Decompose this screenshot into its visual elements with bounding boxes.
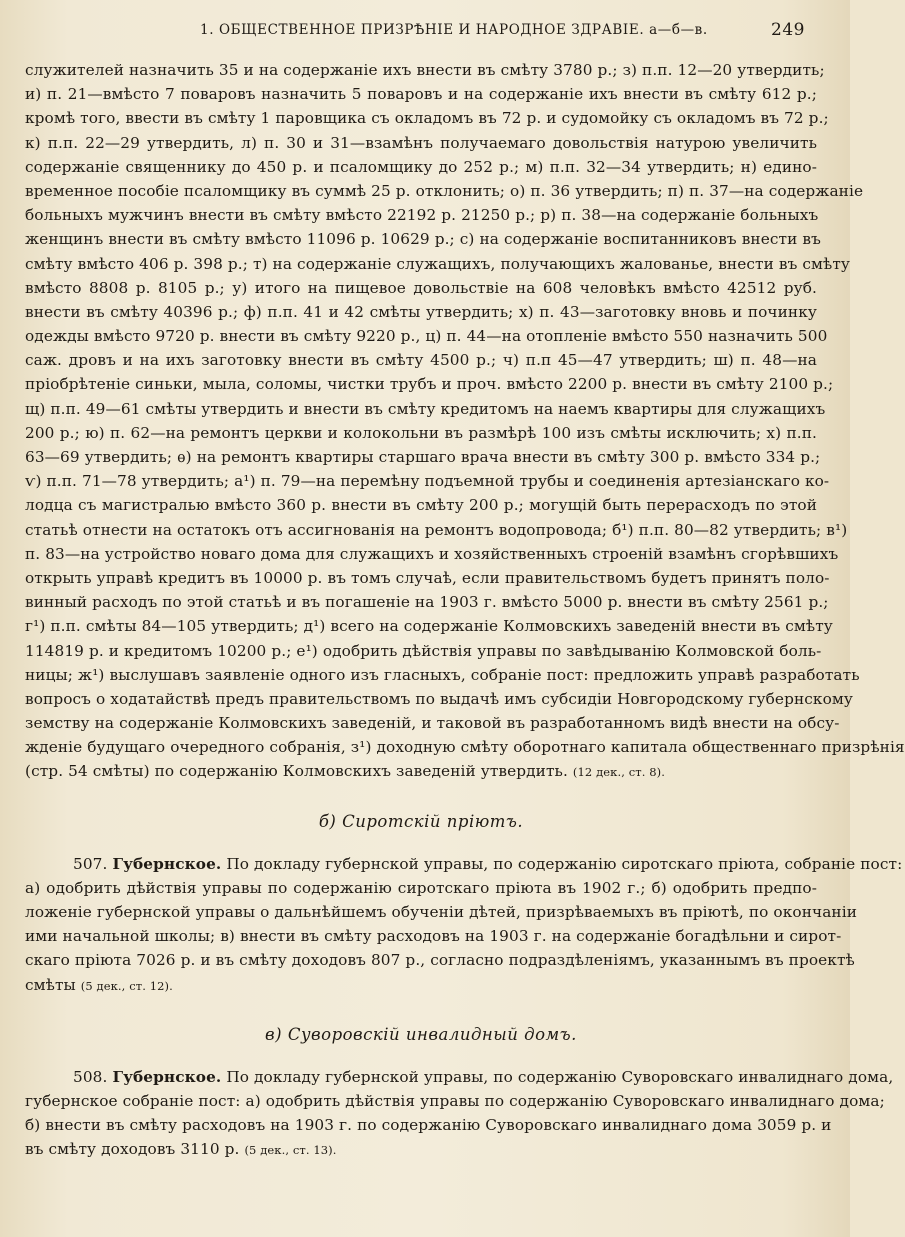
text-line: кромѣ того, ввести въ смѣту 1 паровщика съ окладомъ въ 72 р. и судомойку съ окладомъ въ 72 р.; xyxy=(25,109,829,128)
section-b-lines xyxy=(25,876,858,973)
text-line: а) одобрить дѣйствія управы по содержанію сиротскаго пріюта въ 1902 г.; б) одобрить предпо- xyxy=(25,878,817,897)
text-line: женщинъ внести въ смѣту вмѣсто 11096 р. 10629 р.; с) на содержаніе воспитанниковъ внести въ xyxy=(25,230,821,249)
text-line: земству на содержаніе Колмовскихъ заведеній, и таковой въ разработанномъ видѣ внести на обсу- xyxy=(25,714,840,733)
item-source: Губернское. xyxy=(112,854,222,873)
item-source: Губернское. xyxy=(112,1067,222,1086)
text-line xyxy=(25,759,817,783)
section-heading-invalid-home: в) Суворовскій инвалидный домъ. xyxy=(265,1024,577,1044)
text-line: 63—69 утвердить; ѳ) на ремонтъ квартиры старшаго врача внести въ смѣту 300 р. вмѣсто 334 р.; xyxy=(25,448,821,466)
line-text: По докладу губернской управы, по содержанію сиротскаго пріюта, собраніе пост: xyxy=(226,854,903,873)
text-line: 200 р.; ю) п. 62—на ремонтъ церкви и колокольни въ размѣрѣ 100 изъ смѣты исключить; х) п.п. xyxy=(25,423,817,442)
text-line: б) внести въ смѣту расходовъ на 1903 г. по содержанію Суворовскаго инвалиднаго дома 3059 р. и xyxy=(25,1116,832,1135)
text-line xyxy=(25,852,903,876)
line-text: (стр. 54 смѣты) по содержанію Колмовскихъ заведеній утвердить. xyxy=(25,762,568,781)
text-line: содержаніе священнику до 450 р. и псаломщику до 252 р.; м) п.п. 32—34 утвердить; н) едино- xyxy=(25,157,817,176)
text-line: вопросъ о ходатайствѣ предъ правительствомъ по выдачѣ имъ субсидіи Новгородскому губернскому xyxy=(25,689,854,708)
text-line: губернское собраніе пост: а) одобрить дѣйствія управы по содержанію Суворовскаго инвалиднаго дома; xyxy=(25,1091,885,1110)
text-line: п. 83—на устройство новаго дома для служащихъ и хозяйственныхъ строеній взамѣнъ сгорѣвшихъ xyxy=(25,544,839,563)
page-number: 249 xyxy=(771,20,805,40)
line-text: По докладу губернской управы, по содержанію Суворовскаго инвалиднаго дома, xyxy=(226,1067,894,1086)
text-line: одежды вмѣсто 9720 р. внести въ смѣту 9220 р., ц) п. 44—на отопленіе вмѣсто 550 назначить 500 xyxy=(25,327,828,346)
text-line: ложеніе губернской управы о дальнѣйшемъ обученіи дѣтей, призрѣваемыхъ въ пріютѣ, по окончаніи xyxy=(25,903,858,921)
text-line: ницы; ж¹) выслушавъ заявленіе одного изъ гласныхъ, собраніе пост: предложить управѣ разработать xyxy=(25,665,860,684)
text-line: больныхъ мужчинъ внести въ смѣту вмѣсто 22192 р. 21250 р.; р) п. 38—на содержаніе больныхъ xyxy=(25,206,819,225)
reference-note: (5 дек., ст. 12). xyxy=(80,978,173,993)
body-text xyxy=(25,58,905,1162)
text-line: щ) п.п. 49—61 смѣты утвердить и внести въ смѣту кредитомъ на наемъ квартиры для служащихъ xyxy=(25,399,826,418)
text-line: статьѣ отнести на остатокъ отъ ассигнованія на ремонтъ водопровода; б¹) п.п. 80—82 утвердить; в¹) xyxy=(25,520,848,539)
text-line: служителей назначить 35 и на содержаніе ихъ внести въ смѣту 3780 р.; з) п.п. 12—20 утвердить; xyxy=(25,61,825,79)
text-line: к) п.п. 22—29 утвердить, л) п. 30 и 31—взамѣнъ получаемаго довольствія натурою увеличить xyxy=(25,133,817,152)
text-line: саж. дровъ и на ихъ заготовку внести въ смѣту 4500 р.; ч) п.п 45—47 утвердить; ш) п. 48—на xyxy=(25,351,817,370)
reference-note: (12 дек., ст. 8). xyxy=(572,765,665,780)
text-line xyxy=(25,1065,894,1089)
text-line: 114819 р. и кредитомъ 10200 р.; е¹) одобрить дѣйствія управы по завѣдыванію Колмовской боль- xyxy=(25,641,822,660)
text-line: ѵ) п.п. 71—78 утвердить; а¹) п. 79—на перемѣну подъемной трубы и соединенія артезіанскаго ко- xyxy=(25,472,830,491)
text-line: жденіе будущаго очередного собранія, з¹) доходную смѣту оборотнаго капитала общественнаго призрѣнія xyxy=(25,738,905,757)
text-line: смѣту вмѣсто 406 р. 398 р.; т) на содержаніе служащихъ, получающихъ жалованье, внести въ смѣту xyxy=(25,254,851,273)
text-line: скаго пріюта 7026 р. и въ смѣту доходовъ 807 р., согласно подраздѣленіямъ, указаннымъ въ проектѣ xyxy=(25,951,855,970)
section-a-continuation xyxy=(25,58,905,759)
line-text: въ смѣту доходовъ 3110 р. xyxy=(25,1140,240,1159)
running-head xyxy=(0,18,850,44)
section-c-lines xyxy=(25,1089,885,1137)
text-line: лодца съ магистралью вмѣсто 360 р. внести въ смѣту 200 р.; могущій быть перерасходъ по этой xyxy=(25,496,817,515)
text-line xyxy=(25,1137,817,1161)
item-number: 508. xyxy=(73,1067,108,1086)
text-line: и) п. 21—вмѣсто 7 поваровъ назначить 5 поваровъ и на содержаніе ихъ внести въ смѣту 612 р.; xyxy=(25,85,817,104)
item-number: 507. xyxy=(73,854,108,873)
text-line: временное пособіе псаломщику въ суммѣ 25 р. отклонить; о) п. 36 утвердить; п) п. 37—на содержаніе xyxy=(25,181,864,200)
running-title: 1. ОБЩЕСТВЕННОЕ ПРИЗРѢНІЕ И НАРОДНОЕ ЗДРАВІЕ. а—б—в. xyxy=(200,22,708,38)
section-heading-orphanage: б) Сиротскій пріютъ. xyxy=(318,811,524,831)
text-line: винный расходъ по этой статьѣ и въ погашеніе на 1903 г. вмѣсто 5000 р. внести въ смѣту 2561 р.; xyxy=(25,593,829,612)
reference-note: (5 дек., ст. 13). xyxy=(244,1143,337,1158)
text-line: вмѣсто 8808 р. 8105 р.; у) итого на пищевое довольствіе на 608 человѣкъ вмѣсто 42512 руб. xyxy=(25,278,817,297)
text-line: открыть управѣ кредитъ въ 10000 р. въ томъ случаѣ, если правительствомъ будетъ принятъ поло- xyxy=(25,568,830,587)
text-line: внести въ смѣту 40396 р.; ф) п.п. 41 и 42 смѣты утвердить; х) п. 43—заготовку вновь и починку xyxy=(25,302,817,321)
text-line: пріобрѣтеніе синьки, мыла, соломы, чистки трубъ и проч. вмѣсто 2200 р. внести въ смѣту 2100 р.; xyxy=(25,375,834,394)
text-line: г¹) п.п. смѣты 84—105 утвердить; д¹) всего на содержаніе Колмовскихъ заведеній внести въ смѣту xyxy=(25,617,833,636)
text-line xyxy=(25,973,817,997)
line-text: смѣты xyxy=(25,975,76,994)
text-line: ими начальной школы; в) внести въ смѣту расходовъ на 1903 г. на содержаніе богадѣльни и сирот- xyxy=(25,927,842,946)
